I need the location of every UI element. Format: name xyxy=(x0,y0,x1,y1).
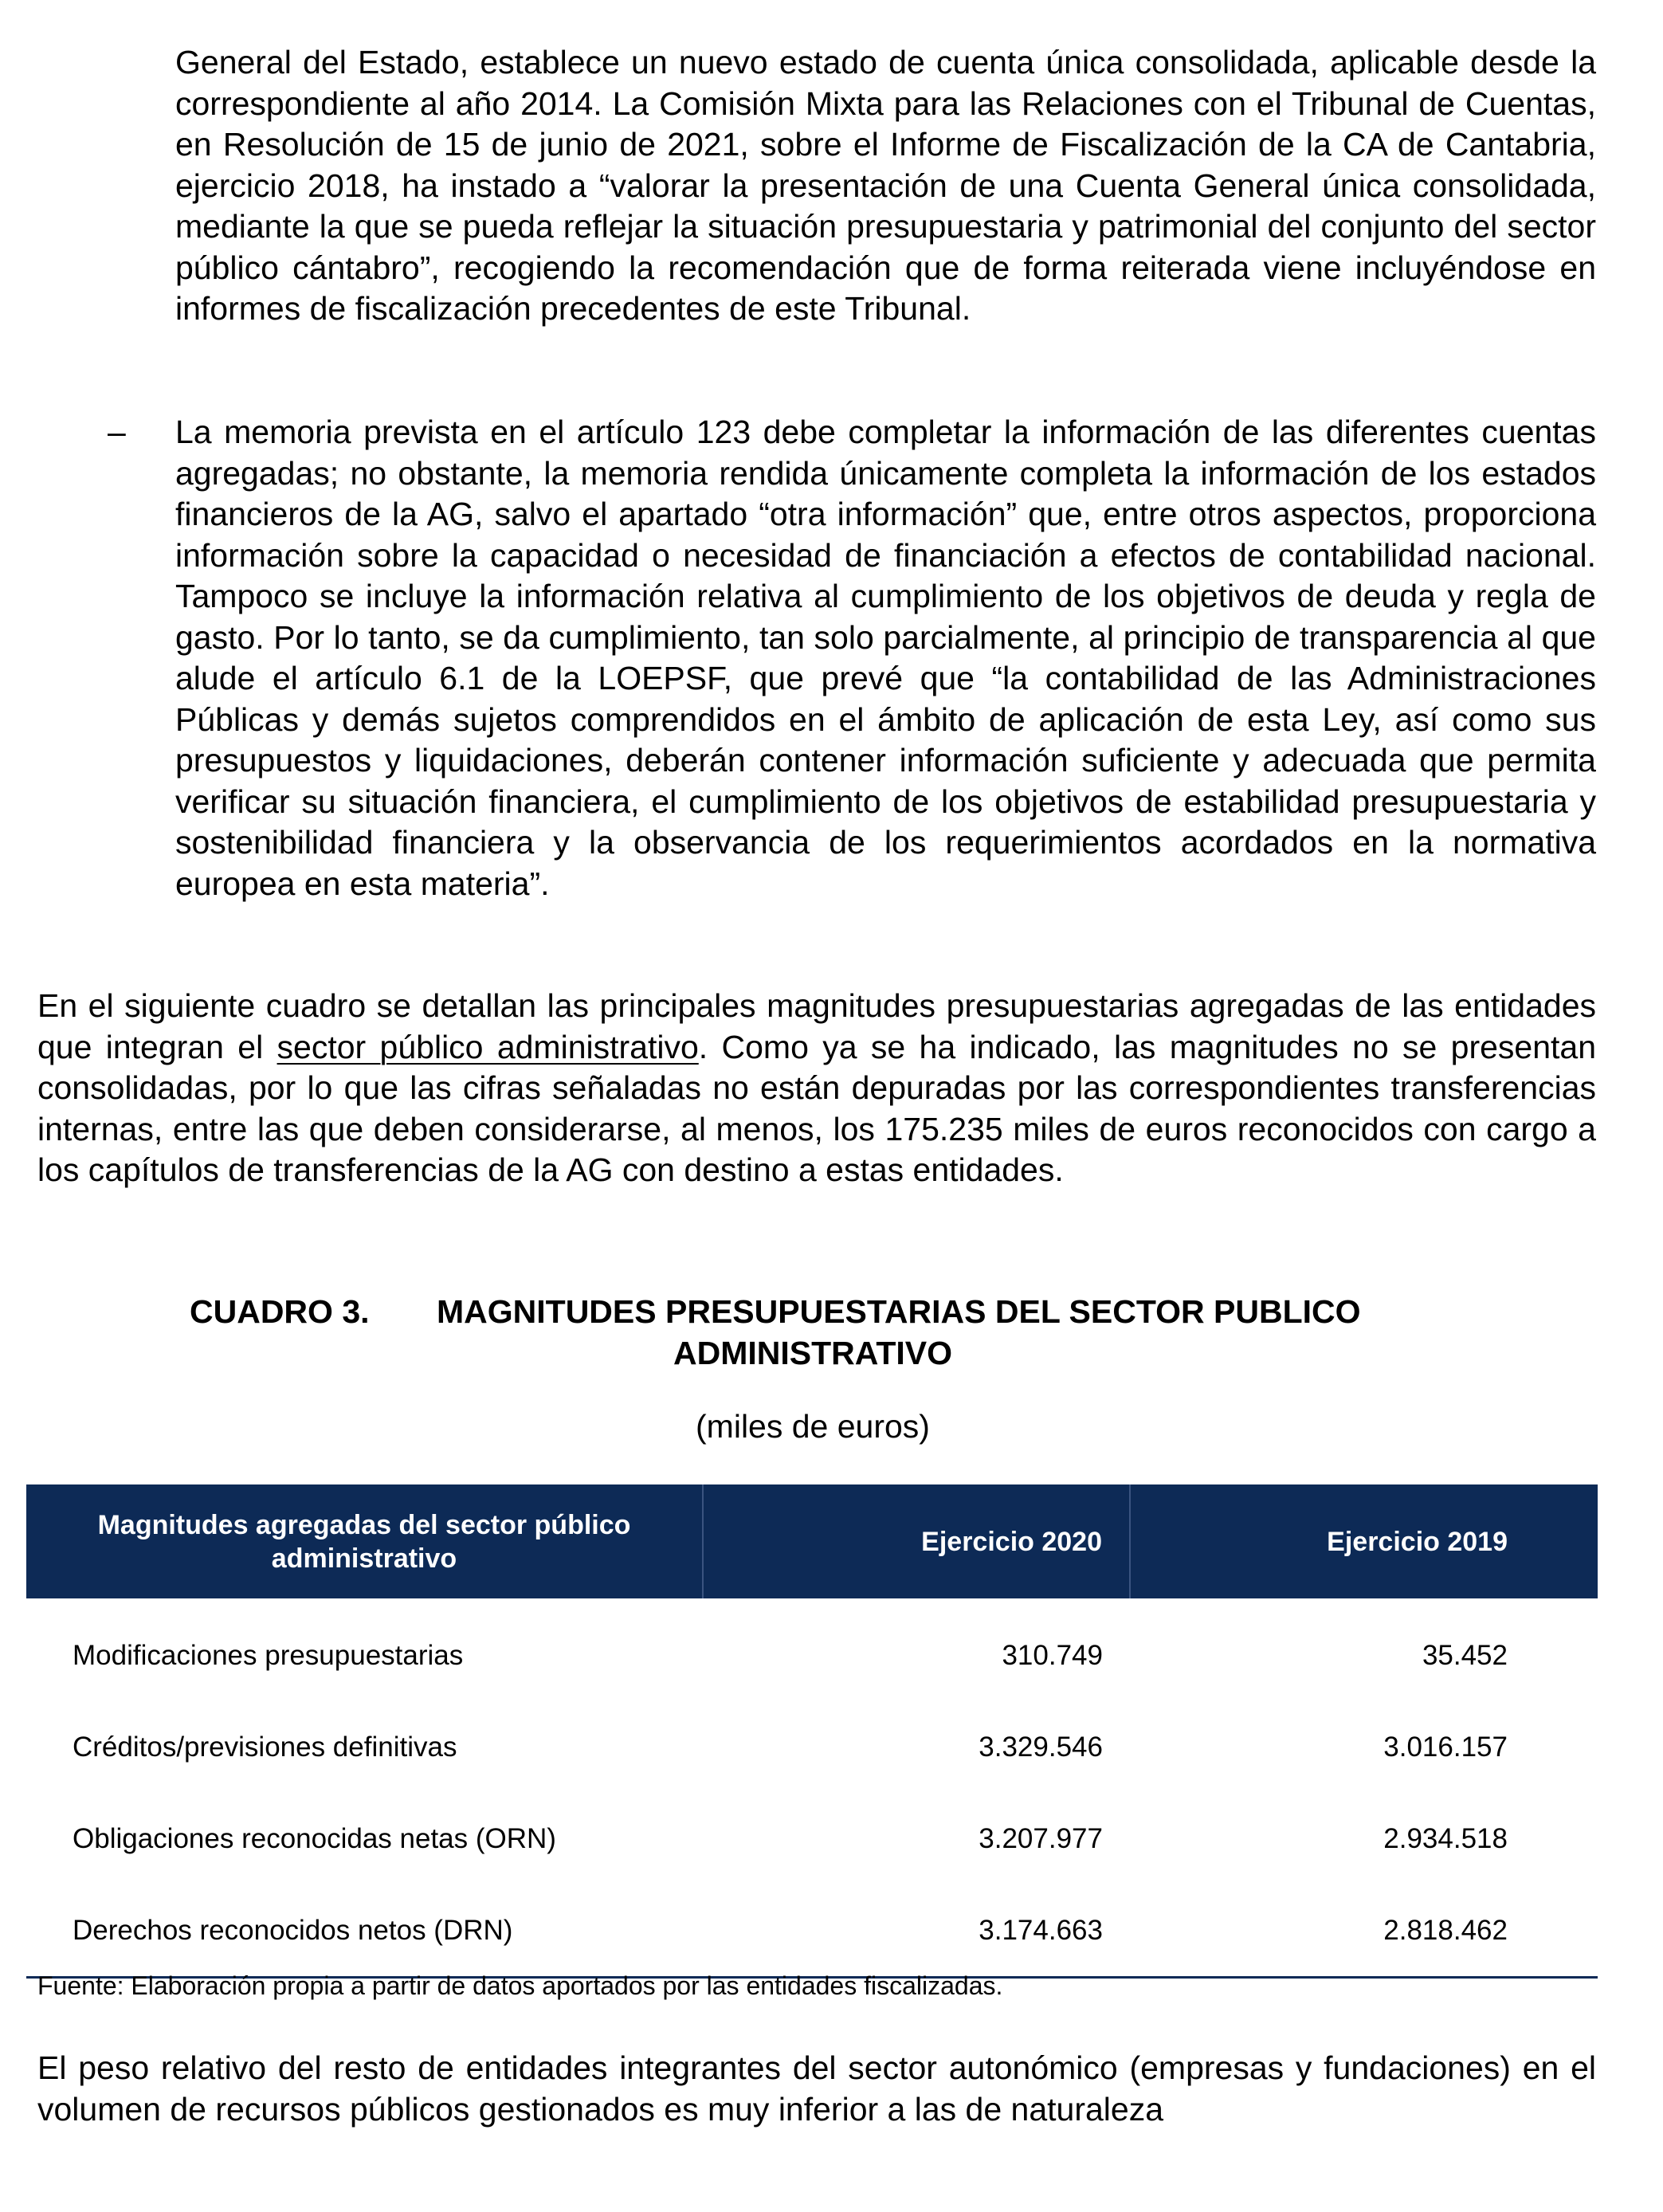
value-2020: 310.749 xyxy=(1002,1639,1103,1671)
table-source-note: Fuente: Elaboración propia a partir de datos aportados por las entidades fiscalizadas. xyxy=(37,1971,1003,2000)
table-row xyxy=(26,1885,1598,1978)
continued-paragraph: General del Estado, establece un nuevo estado de cuenta única consolidada, aplicable desde la correspondiente al año 2014. La Comisión Mixta para las Relaciones con el Tribunal de Cuentas, en Resolución de 15 de junio de 2021, sobre el Informe de Fiscalización de la CA de Cantabria, ejercicio 2018, ha instado a “valorar la presentación de una Cuenta General única consolidada, mediante la que se pueda reflejar la situación presupuestaria y patrimonial del conjunto del sector público cántabro”, recogiendo la recomendación que de forma reiterada viene incluyéndose en informes de fiscalización precedentes de este Tribunal. xyxy=(175,44,1596,327)
value-2020: 3.207.977 xyxy=(979,1822,1103,1854)
bullet-paragraph-memoria: La memoria prevista en el artículo 123 debe completar la información de las diferentes cuentas agregadas; no obstante, la memoria rendida únicamente completa la información de los estados financieros de la AG, salvo el apartado “otra información” que, entre otros aspectos, proporciona información sobre la capacidad o necesidad de financiación a efectos de contabilidad nacional. Tampoco se incluye la información relativa al cumplimiento de los objetivos de deuda y regla de gasto. Por lo tanto, se da cumplimiento, tan solo parcialmente, al principio de transparencia al que alude el artículo 6.1 de la LOEPSF, que prevé que “la contabilidad de las Administraciones Públicas y demás sujetos comprendidos en el ámbito de aplicación de esta Ley, así como sus presupuestos y liquidaciones, deberán contener información suficiente y adecuada que permita verificar su situación financiera, el cumplimiento de los objetivos de estabilidad presupuestaria y sostenibilidad financiera y la observancia de los requerimientos acordados en la normativa europea en esta materia”. xyxy=(175,414,1596,902)
table-units: (miles de euros) xyxy=(696,1408,930,1445)
row-label: Créditos/previsiones definitivas xyxy=(73,1731,457,1763)
value-2020: 3.174.663 xyxy=(703,1885,1130,1978)
value-2019: 2.818.462 xyxy=(1130,1885,1598,1978)
sector-publico-administrativo-link[interactable]: sector público administrativo xyxy=(277,1028,699,1065)
row-label: Obligaciones reconocidas netas (ORN) xyxy=(73,1822,556,1854)
table-row xyxy=(26,1701,1598,1793)
row-label: Modificaciones presupuestarias xyxy=(73,1639,464,1671)
value-2019: 3.016.157 xyxy=(1383,1731,1508,1763)
caption-number: CUADRO 3. xyxy=(190,1293,370,1330)
caption-title-line2: ADMINISTRATIVO xyxy=(673,1335,952,1371)
table-header-row xyxy=(26,1484,1598,1598)
intro-text-before: En el siguiente cuadro se detallan las principales magnitudes presupuestarias agregadas de las entidades que integran el xyxy=(37,987,1596,1065)
value-2019: 35.452 xyxy=(1422,1639,1508,1671)
header-ejercicio-2020: Ejercicio 2020 xyxy=(703,1484,1130,1598)
value-2019: 2.934.518 xyxy=(1383,1822,1508,1854)
intro-paragraph xyxy=(37,986,1596,1191)
header-ejercicio-2019: Ejercicio 2019 xyxy=(1130,1484,1598,1598)
row-label: Derechos reconocidos netos (DRN) xyxy=(26,1885,703,1978)
magnitudes-table xyxy=(26,1484,1598,1979)
table-row xyxy=(26,1598,1598,1701)
intro-text-after: . Como ya se ha indicado, las magnitudes no se presentan consolidadas, por lo que las cifras señaladas no están depuradas por las correspondientes transferencias internas, entre las que deben considerarse, al menos, los 175.235 miles de euros reconocidos con cargo a los capítulos de transferencias de la AG con destino a estas entidades. xyxy=(37,1028,1597,1188)
header-magnitudes: Magnitudes agregadas del sector público administrativo xyxy=(26,1484,703,1598)
table-row xyxy=(26,1793,1598,1885)
closing-paragraph: El peso relativo del resto de entidades integrantes del sector autonómico (empresas y fundaciones) en el volumen de recursos públicos gestionados es muy inferior a las de naturaleza xyxy=(37,2049,1596,2128)
value-2020: 3.329.546 xyxy=(979,1731,1103,1763)
bullet-dash: – xyxy=(108,414,126,450)
caption-title-line1: MAGNITUDES PRESUPUESTARIAS DEL SECTOR PUBLICO xyxy=(437,1293,1361,1330)
